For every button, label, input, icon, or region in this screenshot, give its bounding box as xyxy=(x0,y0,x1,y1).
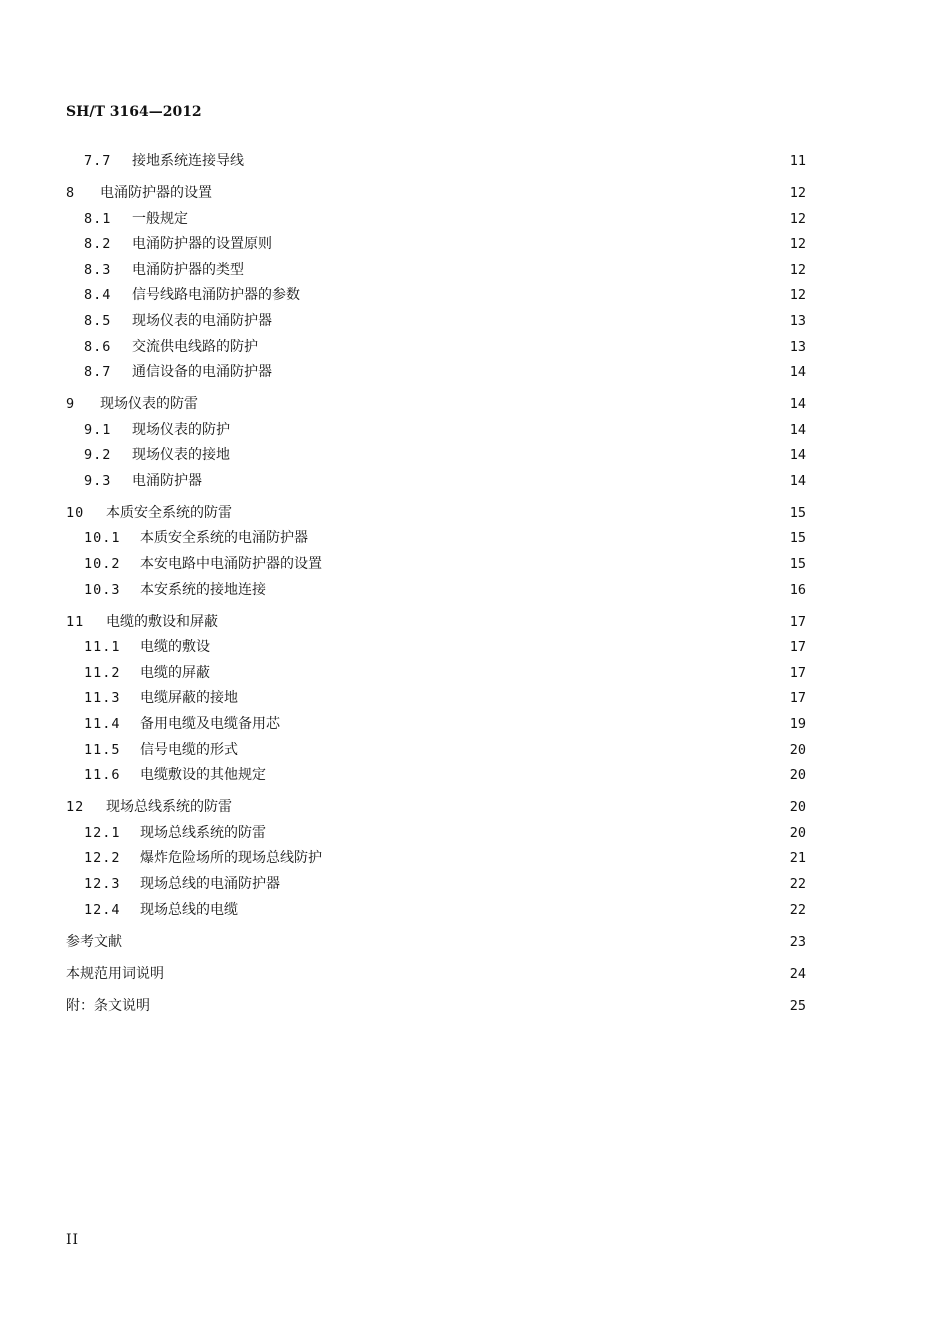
toc-dot-leader xyxy=(323,558,788,572)
toc-entry-page: 14 xyxy=(789,421,806,438)
toc-entry-page: 12 xyxy=(789,287,806,304)
toc-entry-number: 11.2 xyxy=(84,664,121,681)
toc-entry-page: 12 xyxy=(789,210,806,227)
toc-entry-number: 11.6 xyxy=(84,767,121,784)
toc-entry-title: 本质安全系统的防雷 xyxy=(106,504,232,521)
toc-entry-number: 10.3 xyxy=(84,581,121,598)
toc-entry-title: 现场总线的电涌防护器 xyxy=(140,875,280,892)
toc-dot-leader xyxy=(165,967,788,981)
toc-entry-page: 25 xyxy=(789,997,806,1014)
toc-entry-title: 现场仪表的防雷 xyxy=(100,396,198,413)
toc-entry[interactable] xyxy=(66,469,806,495)
table-of-contents xyxy=(66,149,806,1019)
toc-entry-title: 信号电缆的形式 xyxy=(140,741,238,758)
toc-dot-leader xyxy=(231,424,788,438)
toc-entry[interactable] xyxy=(66,686,806,712)
toc-entry[interactable] xyxy=(66,994,806,1020)
toc-entry[interactable] xyxy=(66,335,806,361)
toc-dot-leader xyxy=(239,903,788,917)
toc-entry[interactable] xyxy=(66,418,806,444)
toc-entry-title: 现场仪表的电涌防护器 xyxy=(132,312,272,329)
toc-dot-leader xyxy=(245,264,788,278)
toc-entry-number: 8.3 xyxy=(84,261,112,278)
toc-dot-leader xyxy=(203,475,788,489)
toc-entry-title: 本安系统的接地连接 xyxy=(140,581,266,598)
toc-entry[interactable] xyxy=(66,738,806,764)
toc-entry[interactable] xyxy=(66,283,806,309)
toc-entry-number: 8.2 xyxy=(84,236,112,253)
toc-entry-number: 9.2 xyxy=(84,447,112,464)
toc-entry-page: 14 xyxy=(789,364,806,381)
toc-entry-title: 电涌防护器的设置 xyxy=(100,184,212,201)
toc-entry-title: 现场仪表的防护 xyxy=(132,421,230,438)
toc-entry-page: 20 xyxy=(789,767,806,784)
toc-entry-title: 电缆的敷设和屏蔽 xyxy=(106,613,218,630)
toc-entry[interactable] xyxy=(66,930,806,956)
toc-entry-page: 14 xyxy=(789,396,806,413)
toc-entry-title: 本安电路中电涌防护器的设置 xyxy=(140,556,322,573)
toc-entry[interactable] xyxy=(66,846,806,872)
toc-entry-number: 10.2 xyxy=(84,556,121,573)
toc-entry[interactable] xyxy=(66,610,806,636)
toc-entry-number: 12.4 xyxy=(84,901,121,918)
toc-dot-leader xyxy=(199,398,788,412)
toc-entry-title: 电涌防护器的设置原则 xyxy=(132,236,272,253)
toc-entry-number: 12.1 xyxy=(84,824,121,841)
toc-entry-page: 17 xyxy=(789,690,806,707)
toc-entry[interactable] xyxy=(66,181,806,207)
toc-entry-page: 22 xyxy=(789,901,806,918)
toc-entry-page: 12 xyxy=(789,261,806,278)
toc-entry-page: 20 xyxy=(789,741,806,758)
toc-entry-page: 13 xyxy=(789,312,806,329)
toc-entry-page: 19 xyxy=(789,716,806,733)
toc-entry-title: 电缆的敷设 xyxy=(140,639,210,656)
toc-dot-leader xyxy=(281,878,788,892)
toc-entry-number: 10 xyxy=(66,504,85,521)
toc-dot-leader xyxy=(281,718,788,732)
toc-entry-page: 13 xyxy=(789,338,806,355)
toc-dot-leader xyxy=(273,238,788,252)
toc-entry-title: 通信设备的电涌防护器 xyxy=(132,364,272,381)
toc-entry-page: 16 xyxy=(789,581,806,598)
toc-dot-leader xyxy=(323,852,788,866)
toc-entry[interactable] xyxy=(66,712,806,738)
toc-entry-page: 24 xyxy=(789,965,806,982)
toc-entry-title: 电涌防护器的类型 xyxy=(132,261,244,278)
toc-entry-number: 8 xyxy=(66,184,76,201)
toc-entry-title: 电缆敷设的其他规定 xyxy=(140,767,266,784)
toc-entry-title: 接地系统连接导线 xyxy=(132,153,244,169)
toc-entry-number: 8.7 xyxy=(84,364,112,381)
toc-entry[interactable] xyxy=(66,821,806,847)
toc-entry-title: 本质安全系统的电涌防护器 xyxy=(140,530,308,547)
toc-entry-number: 11.4 xyxy=(84,716,121,733)
toc-entry-page: 17 xyxy=(789,664,806,681)
toc-dot-leader xyxy=(233,801,788,815)
toc-entry-page: 14 xyxy=(789,447,806,464)
toc-entry-title: 电缆屏蔽的接地 xyxy=(140,690,238,707)
toc-entry[interactable] xyxy=(66,872,806,898)
toc-entry-page: 12 xyxy=(789,184,806,201)
toc-entry[interactable] xyxy=(66,360,806,386)
toc-dot-leader xyxy=(309,532,788,546)
document-header xyxy=(66,104,202,120)
toc-dot-leader xyxy=(231,449,788,463)
toc-dot-leader xyxy=(213,187,788,201)
toc-entry-title: 信号线路电涌防护器的参数 xyxy=(132,287,300,304)
toc-entry-number: 8.6 xyxy=(84,338,112,355)
toc-entry-number: 8.4 xyxy=(84,287,112,304)
toc-entry[interactable] xyxy=(66,501,806,527)
toc-entry-page: 22 xyxy=(789,875,806,892)
toc-dot-leader xyxy=(267,769,788,783)
toc-dot-leader xyxy=(189,212,788,226)
toc-dot-leader xyxy=(211,667,788,681)
toc-entry-number: 8.5 xyxy=(84,312,112,329)
toc-entry-page: 17 xyxy=(789,639,806,656)
toc-entry-page: 17 xyxy=(789,613,806,630)
toc-entry-number: 9.3 xyxy=(84,472,112,489)
toc-entry[interactable] xyxy=(66,149,806,175)
toc-entry-number: 10.1 xyxy=(84,530,121,547)
toc-entry-number: 12 xyxy=(66,799,85,816)
toc-entry-title: 备用电缆及电缆备用芯 xyxy=(140,716,280,733)
toc-dot-leader xyxy=(211,641,788,655)
toc-dot-leader xyxy=(259,340,788,354)
toc-dot-leader xyxy=(239,692,788,706)
toc-dot-leader xyxy=(273,366,788,380)
toc-entry[interactable] xyxy=(66,898,806,924)
toc-dot-leader xyxy=(245,155,788,169)
toc-entry-title: 电缆的屏蔽 xyxy=(140,664,210,681)
toc-entry-title: 现场仪表的接地 xyxy=(132,447,230,464)
toc-entry[interactable] xyxy=(66,635,806,661)
toc-entry-number: 9.1 xyxy=(84,421,112,438)
toc-entry[interactable] xyxy=(66,258,806,284)
toc-entry-page: 14 xyxy=(789,472,806,489)
toc-entry[interactable] xyxy=(66,392,806,418)
toc-entry-title: 附：条文说明 xyxy=(66,997,150,1014)
toc-entry[interactable] xyxy=(66,962,806,988)
toc-entry-title: 现场总线系统的防雷 xyxy=(106,799,232,816)
toc-entry-page: 11 xyxy=(789,153,806,169)
toc-entry[interactable] xyxy=(66,578,806,604)
toc-entry[interactable] xyxy=(66,526,806,552)
toc-entry-number: 7.7 xyxy=(84,153,112,169)
toc-dot-leader xyxy=(123,935,788,949)
toc-entry-number: 11 xyxy=(66,613,85,630)
toc-entry[interactable] xyxy=(66,443,806,469)
toc-entry-number: 11.1 xyxy=(84,639,121,656)
standard-code: SH/T 3164—2012 xyxy=(66,104,202,120)
toc-entry[interactable] xyxy=(66,763,806,789)
toc-entry-title: 一般规定 xyxy=(132,210,188,227)
toc-dot-leader xyxy=(239,743,788,757)
toc-entry-page: 20 xyxy=(789,824,806,841)
toc-entry[interactable] xyxy=(66,309,806,335)
toc-entry-number: 12.2 xyxy=(84,850,121,867)
toc-entry-number: 11.3 xyxy=(84,690,121,707)
toc-entry[interactable] xyxy=(66,661,806,687)
toc-entry-number: 8.1 xyxy=(84,210,112,227)
toc-dot-leader xyxy=(267,583,788,597)
toc-dot-leader xyxy=(233,507,788,521)
toc-entry-title: 参考文献 xyxy=(66,933,122,950)
toc-entry-page: 23 xyxy=(789,933,806,950)
toc-entry-title: 交流供电线路的防护 xyxy=(132,338,258,355)
toc-entry-page: 15 xyxy=(789,530,806,547)
toc-entry-title: 爆炸危险场所的现场总线防护 xyxy=(140,850,322,867)
toc-dot-leader xyxy=(219,615,788,629)
toc-entry-page: 12 xyxy=(789,236,806,253)
toc-entry[interactable] xyxy=(66,552,806,578)
toc-entry[interactable] xyxy=(66,207,806,233)
toc-entry[interactable] xyxy=(66,795,806,821)
toc-entry-page: 20 xyxy=(789,799,806,816)
toc-entry-number: 11.5 xyxy=(84,741,121,758)
toc-dot-leader xyxy=(301,289,788,303)
page-number: II xyxy=(66,1232,80,1248)
toc-entry-number: 9 xyxy=(66,396,76,413)
toc-entry-number: 12.3 xyxy=(84,875,121,892)
toc-dot-leader xyxy=(273,315,788,329)
toc-entry-page: 15 xyxy=(789,504,806,521)
toc-entry-title: 电涌防护器 xyxy=(132,472,202,489)
toc-dot-leader xyxy=(267,827,788,841)
toc-entry-page: 21 xyxy=(789,850,806,867)
toc-dot-leader xyxy=(151,999,788,1013)
toc-entry-title: 现场总线的电缆 xyxy=(140,901,238,918)
toc-entry-title: 现场总线系统的防雷 xyxy=(140,824,266,841)
toc-entry-title: 本规范用词说明 xyxy=(66,965,164,982)
toc-entry-page: 15 xyxy=(789,556,806,573)
toc-entry[interactable] xyxy=(66,232,806,258)
